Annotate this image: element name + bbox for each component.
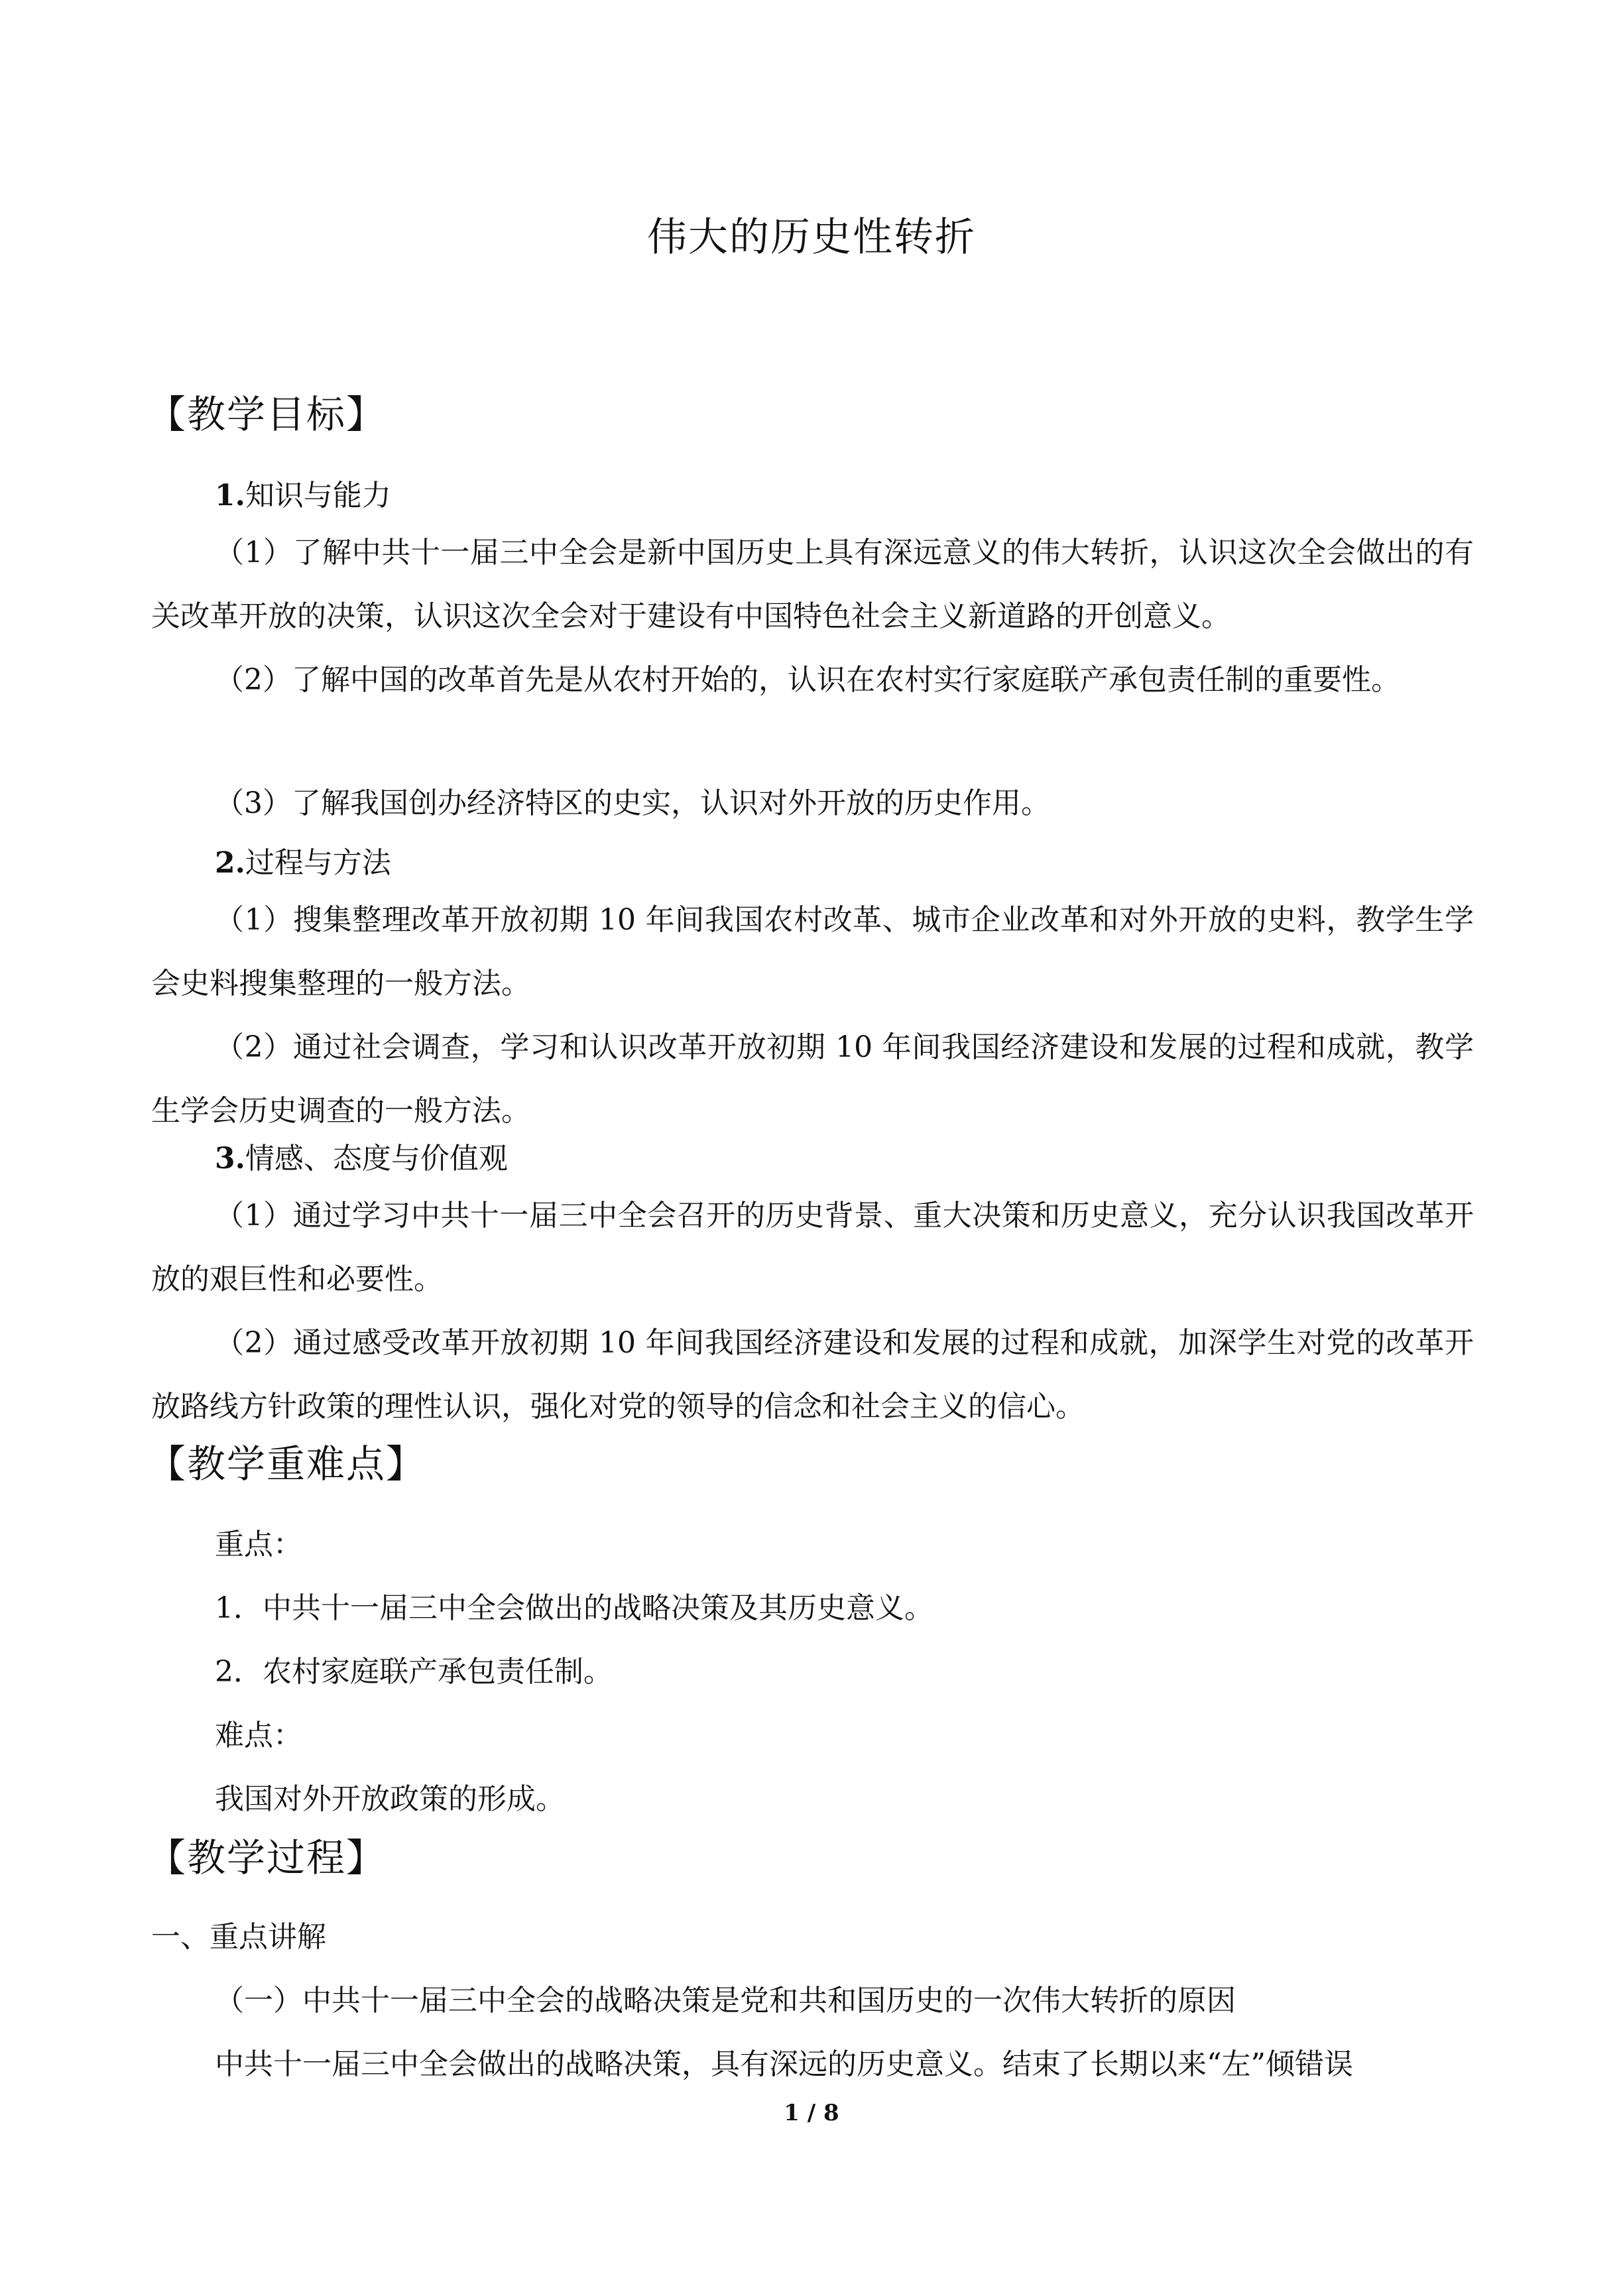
emotion-item-1: （1）通过学习中共十一届三中全会召开的历史背景、重大决策和历史意义，充分认识我国改革开放的艰巨性和必要性。	[151, 1199, 1474, 1296]
knowledge-subheading	[215, 476, 391, 516]
difficulty-label: 难点：	[215, 1719, 302, 1752]
emotion-number: 3.	[215, 1142, 245, 1176]
emotion-item-2: （2）通过感受改革开放初期 10 年间我国经济建设和发展的过程和成就，加深学生对党的改革开放路线方针政策的理性认识，强化对党的领导的信念和社会主义的信心。	[151, 1326, 1474, 1423]
knowledge-number: 1.	[215, 479, 245, 513]
focus-item-2: 2．农村家庭联产承包责任制。	[215, 1655, 613, 1689]
knowledge-item-1: （1）了解中共十一届三中全会是新中国历史上具有深远意义的伟大转折，认识这次全会做出的有关改革开放的决策，认识这次全会对于建设有中国特色社会主义新道路的开创意义。	[151, 536, 1474, 633]
process-method-item-2: （2）通过社会调查，学习和认识改革开放初期 10 年间我国经济建设和发展的过程和成就，教学生学会历史调查的一般方法。	[151, 1030, 1474, 1128]
emotion-subheading	[215, 1139, 508, 1179]
process-heading: 【教学过程】	[147, 1835, 387, 1880]
difficulty-item-1: 我国对外开放政策的形成。	[215, 1782, 565, 1816]
document-title: 伟大的历史性转折	[647, 214, 976, 261]
focus-label: 重点：	[215, 1528, 302, 1561]
page-number: 1 / 8	[784, 2100, 839, 2126]
process-method-item-1: （1）搜集整理改革开放初期 10 年间我国农村改革、城市企业改革和对外开放的史料，教学生学会史料搜集整理的一般方法。	[151, 903, 1474, 1000]
objectives-heading: 【教学目标】	[147, 392, 387, 437]
knowledge-title: 知识与能力	[245, 479, 391, 513]
process-method-title: 过程与方法	[245, 846, 391, 880]
focus-item-1: 1．中共十一届三中全会做出的战略决策及其历史意义。	[215, 1591, 933, 1625]
emotion-title: 情感、态度与价值观	[245, 1142, 508, 1176]
knowledge-item-2: （2）了解中国的改革首先是从农村开始的，认识在农村实行家庭联产承包责任制的重要性。	[215, 663, 1400, 697]
process-text-1: 中共十一届三中全会做出的战略决策，具有深远的历史意义。结束了长期以来“左”倾错误	[215, 2047, 1353, 2081]
process-method-subheading	[215, 843, 391, 883]
key-points-heading: 【教学重难点】	[147, 1441, 426, 1486]
process-part-1: 一、重点讲解	[151, 1920, 326, 1954]
knowledge-item-3: （3）了解我国创办经济特区的史实，认识对外开放的历史作用。	[215, 786, 1050, 820]
process-method-number: 2.	[215, 846, 245, 880]
process-sub-1: （一）中共十一届三中全会的战略决策是党和共和国历史的一次伟大转折的原因	[215, 1984, 1236, 2018]
